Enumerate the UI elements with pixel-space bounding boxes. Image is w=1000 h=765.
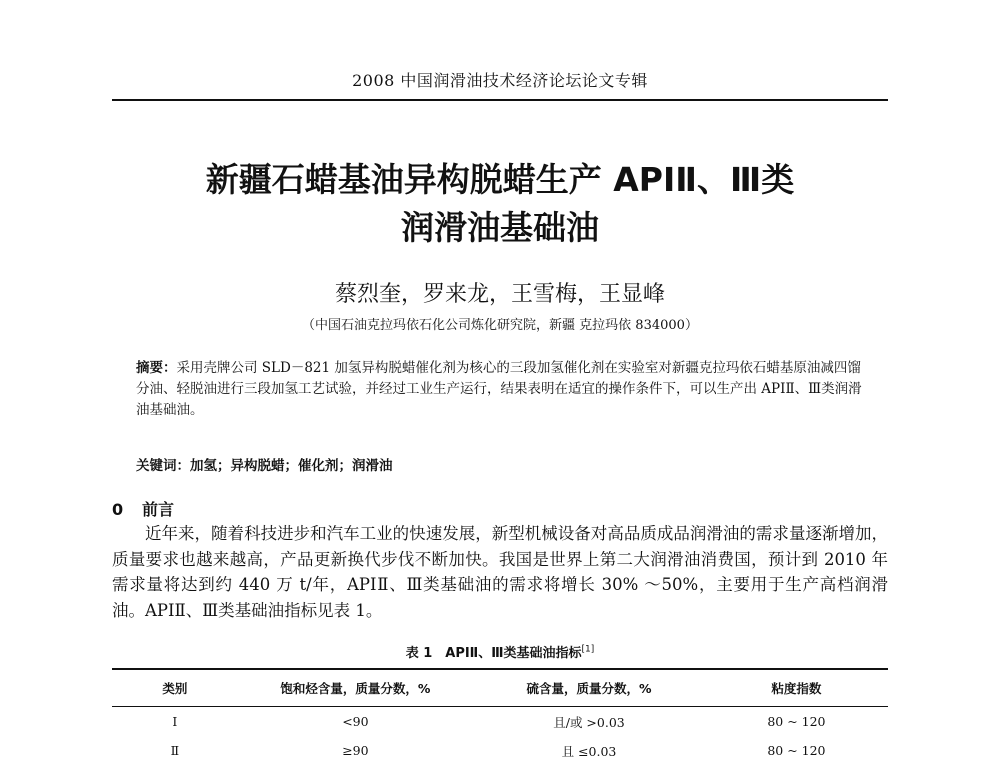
keywords-label: 关键词： <box>136 458 190 474</box>
section-heading <box>112 497 174 520</box>
col-header-saturates: 饱和烃含量，质量分数，% <box>238 669 474 707</box>
paper-title <box>0 156 1000 252</box>
table-citation: [1] <box>581 644 595 655</box>
table-row <box>112 707 888 737</box>
cell-sulfur: 且 ≤0.03 <box>561 743 617 759</box>
abstract-label: 摘要： <box>136 360 177 376</box>
title-line-2: 润滑油基础油 <box>401 208 599 247</box>
intro-paragraph: 近年来，随着科技进步和汽车工业的快速发展，新型机械设备对高品质成品润滑油的需求量逐渐增加，质量要求也越来越高，产品更新换代步伐不断加快。我国是世界上第二大润滑油消费国，预计到 2010 年需求量将达到约 440 万 t/年，APIⅡ、Ⅲ类基础油的需求将增长 30% ～50%，主要用于生产高档润滑油。APIⅡ、Ⅲ类基础油指标见表 1。 <box>112 524 888 620</box>
section-title: 前言 <box>142 500 175 519</box>
title-line-1: 新疆石蜡基油异构脱蜡生产 APIⅡ、Ⅲ类 <box>205 160 795 199</box>
cell-sulfur: 且/或 >0.03 <box>553 714 625 730</box>
keywords <box>136 454 872 474</box>
table-row <box>112 736 888 765</box>
spec-table <box>112 668 888 765</box>
table-header-row <box>112 669 888 707</box>
col-header-category: 类别 <box>112 669 238 707</box>
cell-category: Ⅱ <box>170 743 180 758</box>
cell-saturates: ≥90 <box>342 743 369 758</box>
cell-vi: 80 ~ 120 <box>767 714 826 729</box>
cell-saturates: <90 <box>342 714 369 729</box>
cell-vi: 80 ~ 120 <box>767 743 826 758</box>
keywords-text: 加氢；异构脱蜡；催化剂；润滑油 <box>190 458 393 474</box>
col-header-vi: 粘度指数 <box>705 669 888 707</box>
running-head: 2008 中国润滑油技术经济论坛论文专辑 <box>352 71 648 90</box>
abstract <box>136 358 872 421</box>
col-header-sulfur: 硫含量，质量分数，% <box>473 669 705 707</box>
author-list: 蔡烈奎，罗来龙，王雪梅，王显峰 <box>334 282 665 307</box>
table-caption-text: 表 1 APIⅡ、Ⅲ类基础油指标 <box>405 646 582 661</box>
table-caption <box>0 642 1000 661</box>
affiliation: （中国石油克拉玛依石化公司炼化研究院，新疆 克拉玛依 834000） <box>302 318 698 333</box>
cell-category: Ⅰ <box>172 714 178 729</box>
body-text <box>112 521 888 623</box>
header-rule <box>112 99 888 101</box>
section-number: 0 <box>112 500 124 519</box>
abstract-text: 采用壳牌公司 SLD－821 加氢异构脱蜡催化剂为核心的三段加氢催化剂在实验室对新疆克拉玛依石蜡基原油减四馏分油、轻脱油进行三段加氢工艺试验，并经过工业生产运行，结果表明在适宜的操作条件下，可以生产出 APIⅡ、Ⅲ类润滑油基础油。 <box>136 360 862 418</box>
